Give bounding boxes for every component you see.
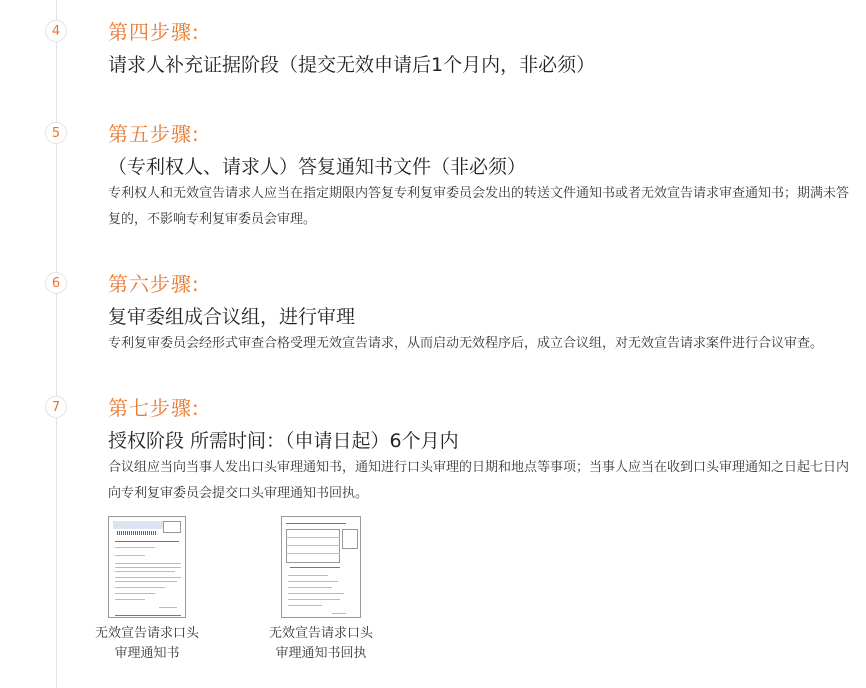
step-subtitle: 授权阶段 所需时间：（申请日起）6个月内 bbox=[108, 430, 459, 452]
step-description: 专利权人和无效宣告请求人应当在指定期限内答复专利复审委员会发出的转送文件通知书或者无效宣告请求审查通知书；期满未答复的，不影响专利复审委员会审理。 bbox=[108, 186, 850, 227]
step-title: 第七步骤: bbox=[108, 396, 200, 420]
step-subtitle: 复审委组成合议组，进行审理 bbox=[108, 306, 356, 328]
step-number-badge: 7 bbox=[45, 396, 67, 418]
document-caption: 无效宣告请求口头 审理通知书 bbox=[94, 626, 199, 661]
step-number-badge: 6 bbox=[45, 272, 67, 294]
document-caption: 无效宣告请求口头 审理通知书回执 bbox=[268, 626, 373, 661]
step-subtitle: 请求人补充证据阶段（提交无效申请后1个月内，非必须） bbox=[108, 54, 596, 76]
step-description: 专利复审委员会经形式审查合格受理无效宣告请求，从而启动无效程序后，成立合议组，对无效宣告请求案件进行合议审查。 bbox=[108, 336, 824, 351]
step-number-badge: 4 bbox=[45, 20, 67, 42]
document-thumbnail-image[interactable] bbox=[108, 516, 186, 618]
step-title: 第六步骤: bbox=[108, 272, 200, 296]
document-thumbnail-image[interactable] bbox=[281, 516, 361, 618]
step-title: 第四步骤: bbox=[108, 20, 200, 44]
step-title: 第五步骤: bbox=[108, 122, 200, 146]
document-oral-hearing-notice[interactable] bbox=[88, 516, 206, 664]
step-number-badge: 5 bbox=[45, 122, 67, 144]
step-subtitle: （专利权人、请求人）答复通知书文件（非必须） bbox=[108, 156, 527, 178]
step-description: 合议组应当向当事人发出口头审理通知书，通知进行口头审理的日期和地点等事项；当事人应当在收到口头审理通知之日起七日内向专利复审委员会提交口头审理通知书回执。 bbox=[108, 460, 850, 501]
document-oral-hearing-receipt[interactable] bbox=[262, 516, 380, 664]
timeline-line bbox=[56, 0, 57, 688]
